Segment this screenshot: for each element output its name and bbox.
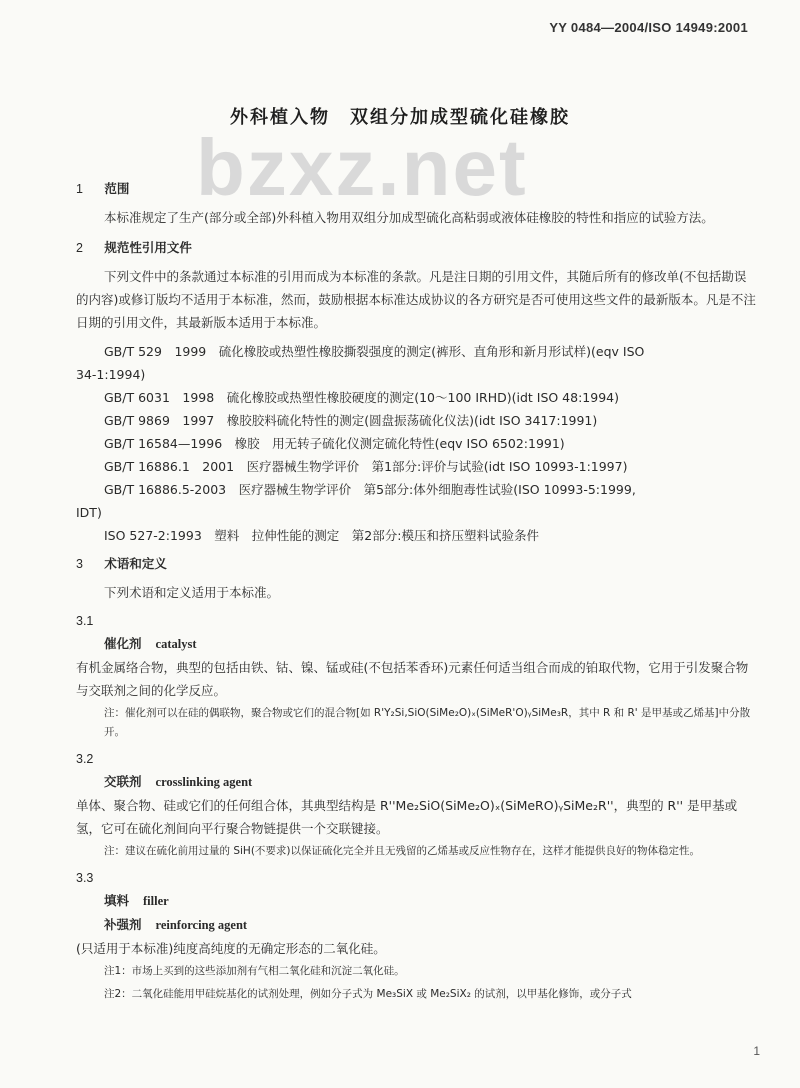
section-title: 术语和定义 xyxy=(104,556,167,571)
page-number: 1 xyxy=(753,1044,760,1058)
term-definition: 单体、聚合物、硅或它们的任何组合体，其典型结构是 R''Me₂SiO(SiMe₂O)ₓ(SiMeRO)ᵧSiMe₂R''，典型的 R'' 是甲基或氢，它可在硫化剂间向平行聚合物链提供一个交联键接。 xyxy=(76,798,738,836)
term-note: 注2：二氧化硅能用甲硅烷基化的试剂处理，例如分子式为 Me₃SiX 或 Me₂SiX₂ 的试剂，以甲基化修饰，或分子式 xyxy=(104,988,632,1000)
reference-item: GB/T 16584—1996 橡胶 用无转子硫化仪测定硫化特性(eqv ISO 6502:1991) xyxy=(104,436,565,451)
term-entry xyxy=(76,889,756,913)
section-3-body: 下列术语和定义适用于本标准。 xyxy=(104,585,280,600)
section-number: 1 xyxy=(76,182,83,196)
term-chinese: 填料 xyxy=(104,893,130,908)
section-number: 3 xyxy=(76,557,83,571)
reference-item: GB/T 529 1999 硫化橡胶或热塑性橡胶撕裂强度的测定(裤形、直角形和新月形试样)(eqv ISO xyxy=(104,344,645,359)
term-note: 注：催化剂可以在硅的偶联物，聚合物或它们的混合物[如 R'Y₂Si,SiO(SiMe₂O)ₓ(SiMeR'O)ᵧSiMe₃R，其中 R 和 R' 是甲基或乙烯基]中分散开。 xyxy=(104,707,751,738)
term-definition: (只适用于本标准)纯度高纯度的无确定形态的二氧化硅。 xyxy=(76,941,386,956)
section-number: 2 xyxy=(76,241,83,255)
reference-item: GB/T 16886.1 2001 医疗器械生物学评价 第1部分:评价与试验(idt ISO 10993-1:1997) xyxy=(104,459,628,474)
document-title: 外科植入物 双组分加成型硫化硅橡胶 xyxy=(230,107,570,128)
term-entry xyxy=(76,632,756,656)
term-entry xyxy=(76,770,756,794)
term-definition: 有机金属络合物，典型的包括由铁、钴、镍、锰或硅(不包括苯香环)元素任何适当组合而成的铂取代物，它用于引发聚合物与交联剂之间的化学反应。 xyxy=(76,660,749,698)
term-english: filler xyxy=(143,894,169,908)
term-english: catalyst xyxy=(155,637,197,651)
term-note: 注1：市场上买到的这些添加剂有气相二氧化硅和沉淀二氧化硅。 xyxy=(104,965,405,977)
reference-item-continued: IDT) xyxy=(76,505,102,520)
term-note: 注：建议在硫化前用过量的 SiH(不要求)以保证硫化完全并且无残留的乙烯基或反应性物存在，这样才能提供良好的物体稳定性。 xyxy=(104,845,701,857)
section-1-heading xyxy=(76,176,756,202)
section-2-heading xyxy=(76,235,756,261)
section-2-body: 下列文件中的条款通过本标准的引用而成为本标准的条款。凡是注日期的引用文件，其随后所有的修改单(不包括勘误的内容)或修订版均不适用于本标准，然而，鼓励根据本标准达成协议的各方研究是否可使用这些文件的最新版本。凡是不注日期的引用文件，其最新版本适用于本标准。 xyxy=(76,269,756,330)
clause-number: 3.2 xyxy=(76,752,94,766)
term-chinese: 催化剂 xyxy=(104,636,142,651)
clause-number: 3.1 xyxy=(76,614,94,628)
standard-code: YY 0484—2004/ISO 14949:2001 xyxy=(549,20,748,35)
term-entry-synonym xyxy=(76,913,756,937)
clause-number: 3.3 xyxy=(76,871,94,885)
term-english: crosslinking agent xyxy=(155,775,253,789)
reference-item: ISO 527-2:1993 塑料 拉伸性能的测定 第2部分:模压和挤压塑料试验条件 xyxy=(104,528,539,543)
section-3-heading xyxy=(76,551,756,577)
term-chinese: 补强剂 xyxy=(104,917,142,932)
document-body xyxy=(76,172,756,1008)
section-1-body: 本标准规定了生产(部分或全部)外科植入物用双组分加成型硫化高粘弱或液体硅橡胶的特性和指应的试验方法。 xyxy=(104,210,714,225)
reference-item: GB/T 9869 1997 橡胶胶料硫化特性的测定(圆盘振荡硫化仪法)(idt ISO 3417:1991) xyxy=(104,413,598,428)
section-title: 规范性引用文件 xyxy=(104,240,192,255)
watermark: bzxz.net xyxy=(196,123,528,212)
term-chinese: 交联剂 xyxy=(104,774,142,789)
section-title: 范围 xyxy=(104,181,130,196)
reference-item: GB/T 6031 1998 硫化橡胶或热塑性橡胶硬度的测定(10～100 IRHD)(idt ISO 48:1994) xyxy=(104,390,619,405)
reference-item-continued: 34-1:1994) xyxy=(76,367,146,382)
term-english: reinforcing agent xyxy=(155,918,248,932)
reference-item: GB/T 16886.5-2003 医疗器械生物学评价 第5部分:体外细胞毒性试验(ISO 10993-5:1999, xyxy=(104,482,636,497)
